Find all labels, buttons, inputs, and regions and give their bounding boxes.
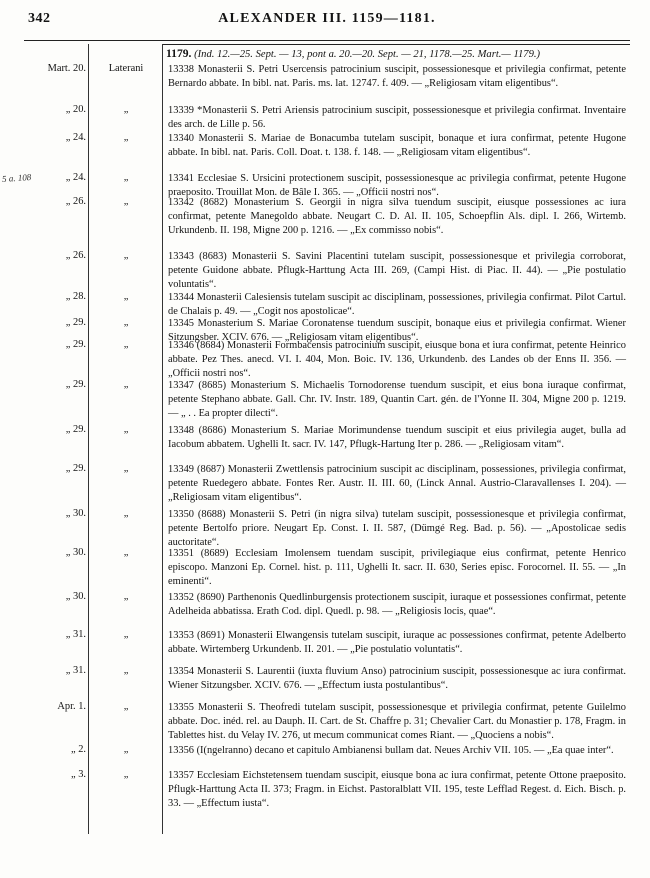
section-rule (162, 44, 630, 45)
entry-date: „ 29. (65, 379, 86, 390)
entry-place: „ (123, 463, 129, 474)
entry-place: „ (123, 701, 129, 712)
page-number: 342 (28, 11, 51, 26)
entry-text: 13354 Monasterii S. Laurentii (iuxta fluvium Anso) patrocinium suscipit, possessionesque ac iura confirmat. Wiener Sitzungsber. XCIV. 676. — „Effectum iusta postulantibus“. (168, 666, 626, 691)
section-heading (166, 47, 626, 60)
entry-text: 13344 Monasterii Calesiensis tutelam suscipit ac disciplinam, possessiones, privilegia confirmat. Pilot Cartul. de Chalais p. 49. — „Cogit nos apostolicae“. (168, 292, 626, 317)
header-rule (24, 40, 630, 41)
entry-date: „ 31. (65, 665, 86, 676)
entry-text: 13353 (8691) Monasterii Elwangensis tutelam suscipit, iuraque ac possessiones confirmat, petente Adelberto abbate. Wirtemberg Urkundenb. II. 201. — „Pie postulatio voluntatis“. (168, 630, 626, 655)
entry-place: „ (123, 339, 129, 350)
entry-place: Laterani (108, 63, 144, 74)
entry-text: 13356 (I(ngelranno) decano et capitulo Ambianensi bullam dat. Neues Archiv VII. 105. — „Ea quae inter“. (168, 745, 614, 756)
running-title: ALEXANDER III. 1159—1181. (218, 11, 436, 26)
entry-text: 13357 Ecclesiam Eichstetensem tuendam suscipit, eiusque bona ac iura confirmat, petente Ottone praeposito. Pflugk-Harttung Acta II. 373; Fragm. in Eichst. Pastoralblatt VII. 195, teste Lefflad Regest. d. Eich. Bisch. p. 33. — „Effectum iusta“. (168, 770, 626, 809)
margin-annotation: 5 a. 108 (1, 171, 32, 185)
entry-place: „ (123, 379, 129, 390)
entry-text: 13348 (8686) Monasterium S. Mariae Morimundense tuendum suscipit et eius privilegia auget, bulla ad Iacobum abbatem. Ughelli It. sacr. IV. 147, Pflugk-Hartung Iter p. 286. — „Religiosam vitam“. (168, 425, 626, 450)
entry-date: „ 26. (65, 250, 86, 261)
entry-date: „ 20. (65, 104, 86, 115)
entry-text: 13355 Monasterii S. Theofredi tutelam suscipit, possessionesque et privilegia confirmat, petente Guilelmo abbate. Doc. inéd. rel. au Dauph. II. Cart. de St. Chaffre p. 31; Chevalier Cart. du Monastier p. 178, Fragm. in Tablettes hist. du Velay IV. 276, ut mecum communicat comes Riant. — „Quociens a nobis“. (168, 702, 626, 741)
entry-text: 13338 Monasterii S. Petri Usercensis patrocinium suscipit, possessionesque et privilegia confirmat, petente Bernardo abbate. In bibl. nat. Paris. ms. lat. 12747. f. 409. — „Religiosam vitam eligentibus“. (168, 64, 626, 89)
entry-text: 13352 (8690) Parthenonis Quedlinburgensis protectionem suscipit, iuraque et possessiones confirmat, petente Adelheida abbatissa. Erath Cod. dipl. Quedl. p. 98. — „Religiosis locis, quae“. (168, 592, 626, 617)
entry-place: „ (123, 172, 129, 183)
entry-date: „ 2. (70, 744, 86, 755)
entry-text: 13349 (8687) Monasterii Zwettlensis patrocinium suscipit ac disciplinam, possessiones, privilegia confirmat, petente Ruedegero abbate. Fontes Rer. Austr. II. III. 60, (Linck Annal. Austrio-Claravallenses I. 204). — „Religiosam vitam eligentibus“. (168, 464, 626, 503)
entry-text: 13343 (8683) Monasterii S. Savini Placentini tutelam suscipit, possessionesque et privilegia corroborat, petente Guidone abbate. Pflugk-Harttung Acta III. 269, (Campi Hist. di Piac. II. 44). — „Pie postulatio voluntatis“. (168, 251, 626, 290)
entry-place: „ (123, 291, 129, 302)
entry-place: „ (123, 744, 129, 755)
entry-date: „ 29. (65, 463, 86, 474)
entry-place: „ (123, 132, 129, 143)
entry-date: „ 31. (65, 629, 86, 640)
entry-text: 13346 (8684) Monasterii Formbacensis patrocinium suscipit, eiusque bona et iura confirmat, petente Heinrico abbate. Pez Thes. anecd. VI. I. 404, Mon. Boic. IV. 136, Urkundenb. des Landes ob der Enns II. 356. — „Officii nostri nos“. (168, 340, 626, 379)
entry-date: „ 24. (65, 172, 86, 183)
entry-place: „ (123, 665, 129, 676)
entry-place: „ (123, 196, 129, 207)
entry-date: „ 30. (65, 591, 86, 602)
entry-date: „ 24. (65, 132, 86, 143)
entry-date: „ 28. (65, 291, 86, 302)
section-year: 1179. (166, 47, 192, 60)
entry-date: „ 30. (65, 508, 86, 519)
entry-text: 13345 Monasterium S. Mariae Coronatense tuendum suscipit, bonaque eius et privilegia confirmat. Wiener Sitzungsber. XCIV. 676. — „Religiosam vitam eligentibus“. (168, 318, 626, 343)
entry-date: „ 29. (65, 317, 86, 328)
entry-date: „ 26. (65, 196, 86, 207)
entry-place: „ (123, 104, 129, 115)
entry-text: 13350 (8688) Monasterii S. Petri (in nigra silva) tutelam suscipit, possessionesque et privilegia confirmat, petente Bertolfo priore. Neugart Ep. Const. I. II. 587, (Dümgé Reg. Bad. p. 56). — „Apostolicae sedis auctoritate“. (168, 509, 626, 548)
entry-text: 13340 Monasterii S. Mariae de Bonacumba tutelam suscipit, bonaque et iura confirmat, petente Hugone abbate. In bibl. nat. Paris. Coll. Doat. t. 138. f. 148. — „Religiosam vitam eligentibus“. (168, 133, 626, 158)
section-indiction: (Ind. 12.—25. Sept. — 13, pont a. 20.—20. Sept. — 21, 1178.—25. Mart.— 1179.) (194, 49, 541, 60)
entry-place: „ (123, 591, 129, 602)
entry-text: 13341 Ecclesiae S. Ursicini protectionem suscipit, possessionesque ac privilegia confirmat, petente Hugone praeposito. Trouillat Mon. de Bâle I. 365. — „Officii nostri nos“. (168, 173, 626, 198)
entry-date: Mart. 20. (47, 63, 86, 74)
entry-text: 13339 *Monasterii S. Petri Ariensis patrocinium suscipit, possessionesque et privilegia confirmat. Inventaire des arch. de Lille p. 56. (168, 105, 626, 130)
entry-date: „ 3. (70, 769, 86, 780)
entry-place: „ (123, 547, 129, 558)
entry-place: „ (123, 317, 129, 328)
entry-date: „ 30. (65, 547, 86, 558)
entry-place: „ (123, 424, 129, 435)
entry-date: „ 29. (65, 339, 86, 350)
column-divider-date (88, 44, 89, 834)
entry-place: „ (123, 508, 129, 519)
entry-place: „ (123, 629, 129, 640)
entry-text: 13351 (8689) Ecclesiam Imolensem tuendam suscipit, privilegiaque eius confirmat, petente Henrico episcopo. Manzoni Ep. Cornel. hist. p. 111, Ughelli It. sacr. II. 630, Series episc. Forocornel. II. 55. — „In eminenti“. (168, 548, 626, 587)
running-header (24, 11, 630, 29)
entry-date: Apr. 1. (57, 701, 86, 712)
entry-text: 13342 (8682) Monasterium S. Georgii in nigra silva tuendum suscipit, eiusque possessiones ac iura confirmat, petente Manegoldo abbate. Neugart C. D. Al. II. 105, Schoepflin Als. dipl. I. 266, Wirtemb. Urkundenb. II. 198, Migne 200 p. 1216. — „Ex commisso nobis“. (168, 197, 626, 236)
column-divider-place (162, 44, 163, 834)
entry-place: „ (123, 250, 129, 261)
entry-place: „ (123, 769, 129, 780)
entry-text: 13347 (8685) Monasterium S. Michaelis Tornodorense tuendum suscipit, et eius bona iuraque confirmat, petente Stephano abbate. Gall. Chr. IV. Instr. 189, Quantin Cart. gén. de l'Yonne II. 304, Migne 200 p. 1219. — „ . . Ea propter dilecti“. (168, 380, 626, 419)
entry-date: „ 29. (65, 424, 86, 435)
